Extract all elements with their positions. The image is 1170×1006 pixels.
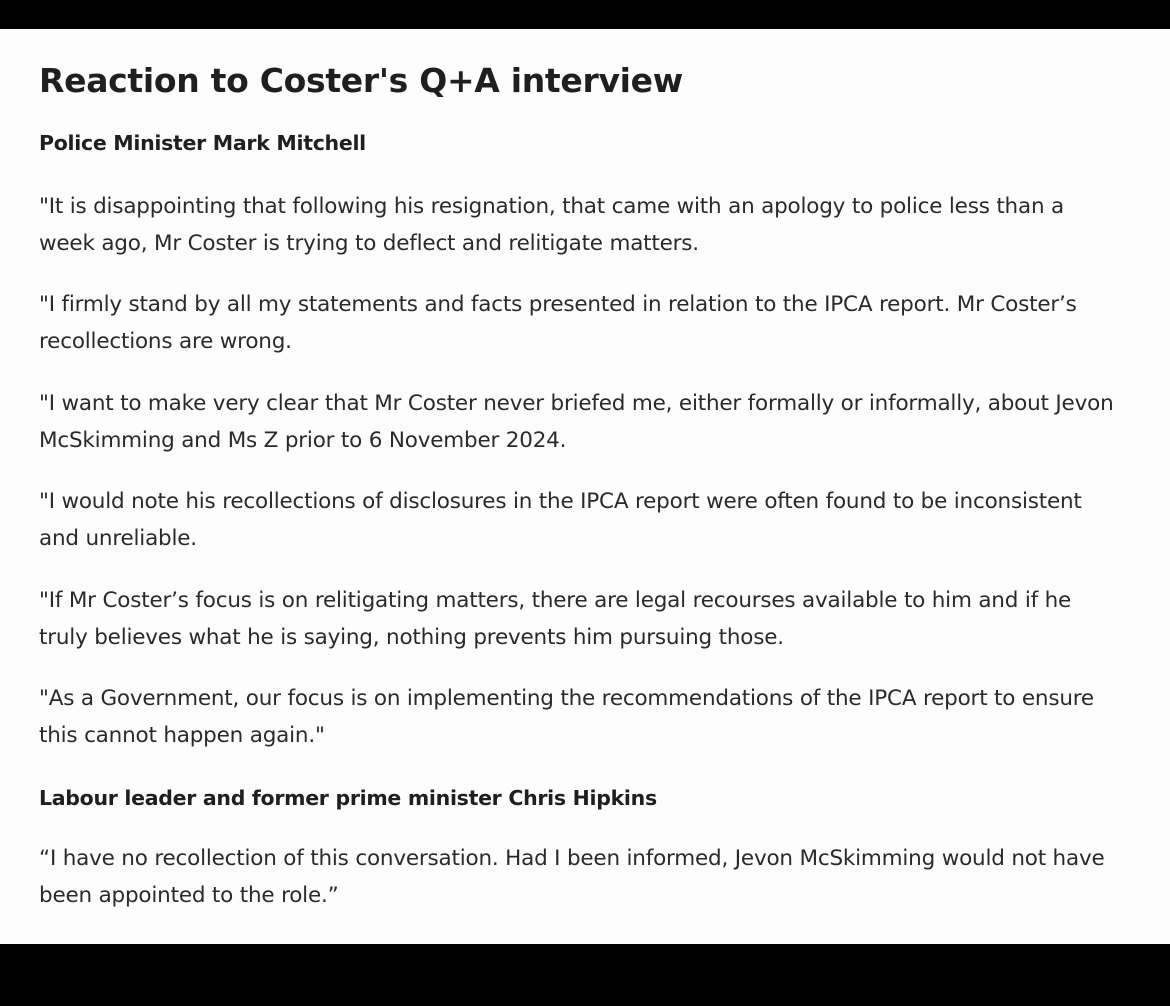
speaker-name: Labour leader and former prime minister Chris Hipkins xyxy=(39,786,657,810)
quote-paragraph: "I want to make very clear that Mr Coster never briefed me, either formally or informally, about Jevon McSkimming and Ms Z prior to 6 November 2024. xyxy=(39,391,1114,453)
quote-paragraph: "I firmly stand by all my statements and facts presented in relation to the IPCA report. Mr Coster’s recollections are wrong. xyxy=(39,292,1077,354)
article-heading: Reaction to Coster's Q+A interview xyxy=(39,61,683,100)
speaker-name: Police Minister Mark Mitchell xyxy=(39,131,366,155)
top-black-bar xyxy=(0,0,1170,29)
bottom-black-bar xyxy=(0,944,1170,1006)
quote-paragraph: "I would note his recollections of disclosures in the IPCA report were often found to be inconsistent and unreliable. xyxy=(39,489,1082,551)
quote-paragraph: “I have no recollection of this conversation. Had I been informed, Jevon McSkimming would not have been appointed to the role.” xyxy=(39,846,1105,908)
quote-paragraph: "It is disappointing that following his resignation, that came with an apology to police less than a week ago, Mr Coster is trying to deflect and relitigate matters. xyxy=(39,194,1064,256)
article-body xyxy=(0,29,1170,944)
quote-paragraph: "If Mr Coster’s focus is on relitigating matters, there are legal recourses available to him and if he truly believes what he is saying, nothing prevents him pursuing those. xyxy=(39,588,1072,650)
quote-paragraph: "As a Government, our focus is on implementing the recommendations of the IPCA report to ensure this cannot happen again." xyxy=(39,686,1094,748)
